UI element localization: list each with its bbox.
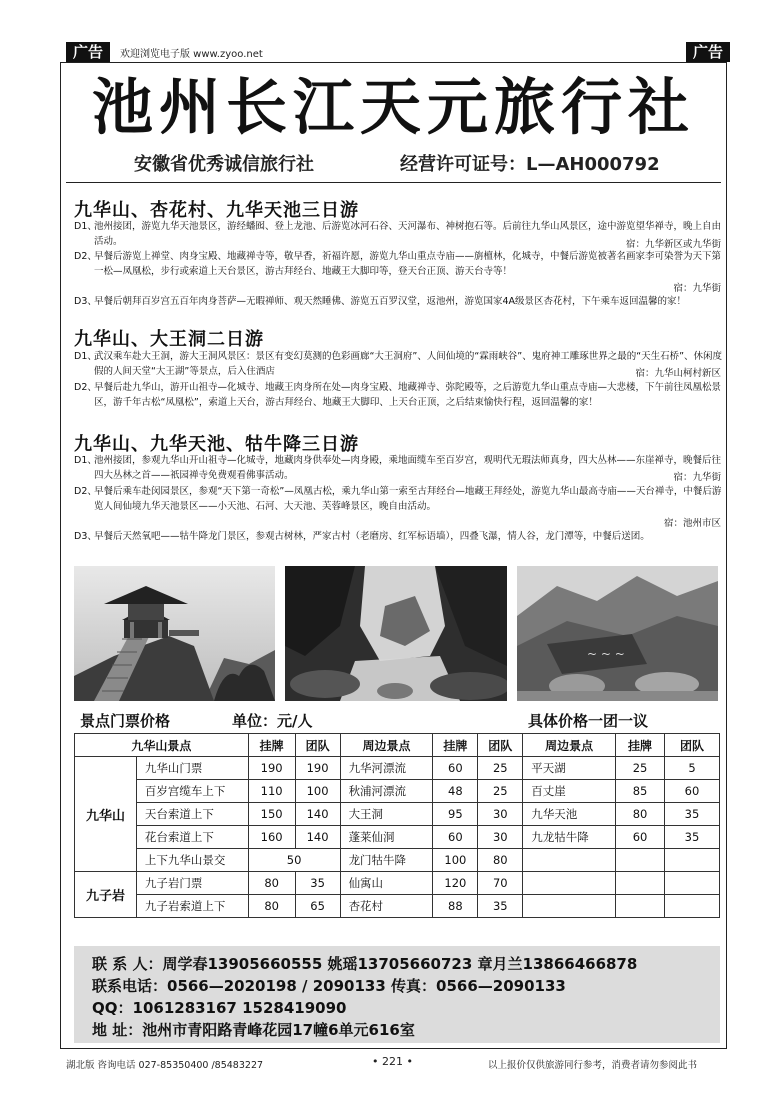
group-price: 100	[295, 780, 340, 803]
list-price	[616, 872, 665, 895]
day-text: 池州接团，参观九华山开山祖寺—化城寺，地藏肉身供奉处—肉身殿，乘地面缆车至百岁宫，观明代无瑕法师真身，四大丛林——东崖禅寺，晚餐后往四大丛林之首——祇园禅寺免费观看佛事活动。	[94, 455, 722, 481]
svg-text:~ ~ ~: ~ ~ ~	[587, 647, 625, 661]
group-price: 35	[665, 826, 720, 849]
list-price: 95	[433, 803, 478, 826]
photo-gate-stone	[517, 566, 718, 701]
table-header-row	[75, 734, 720, 757]
day-text: 早餐后乘车赴闵园景区，参观“天下第一奇松”—凤凰古松，乘九华山第一索至古拜经台—地藏王拜经处，游览九华山最高寺庙——天台禅寺，中餐后游览人间仙境九华天池景区——小天池、石河、大天池、芙蓉峰景区，晚自由活动。	[94, 486, 722, 512]
column-header: 周边景点	[340, 734, 433, 757]
ticket-price-table	[74, 733, 720, 918]
group-price: 5	[665, 757, 720, 780]
spot-name: 百丈崖	[523, 780, 616, 803]
day-label: D1、	[74, 455, 97, 466]
stay-info: 宿：九华山柯村新区	[635, 368, 721, 379]
spot-name: 杏花村	[340, 895, 433, 918]
tour-day	[74, 454, 724, 484]
tour-day	[74, 250, 724, 280]
contact-persons: 联 系 人：周学春13905660555 姚瑶13705660723 章月兰13866466878	[92, 955, 638, 973]
photo-pavilion	[74, 566, 275, 701]
list-price: 80	[616, 803, 665, 826]
spot-name: 九华河漂流	[340, 757, 433, 780]
day-text: 早餐后游览上禅堂、肉身宝殿、地藏禅寺等，敬早香，祈福许愿，游览九华山重点寺庙——旃檀林，化城寺，中餐后游览被著名画家李可染誉为天下第一松—凤凰松，步行或索道上天台景区，游古拜经台、地藏王大脚印等，登天台正顶、游天台寺等！	[94, 251, 722, 277]
photo-waterfall	[285, 566, 507, 701]
spot-name: 上下九华山景交	[136, 849, 248, 872]
group-price: 80	[478, 849, 523, 872]
group-price: 60	[665, 780, 720, 803]
tour-day	[74, 485, 724, 515]
spot-name: 大王洞	[340, 803, 433, 826]
tour-day	[74, 295, 724, 310]
page-number: • 221 •	[372, 1055, 413, 1068]
tour-title: 九华山、杏花村、九华天池三日游	[74, 200, 359, 221]
group-price: 140	[295, 803, 340, 826]
combined-price: 50	[248, 849, 340, 872]
column-header: 团队	[295, 734, 340, 757]
agency-credential: 安徽省优秀诚信旅行社	[134, 154, 314, 175]
column-header: 九华山景点	[75, 734, 249, 757]
group-price: 70	[478, 872, 523, 895]
group-label: 九华山	[75, 757, 137, 872]
tour-title: 九华山、大王洞二日游	[74, 329, 264, 350]
list-price: 85	[616, 780, 665, 803]
list-price	[616, 895, 665, 918]
footer-disclaimer: 以上报价仅供旅游同行参考，消费者请勿参阅此书	[488, 1060, 698, 1071]
license-number: 经营许可证号：L—AH000792	[400, 154, 660, 175]
ad-tag-right: 广告	[686, 42, 730, 62]
tour-title: 九华山、九华天池、牯牛降三日游	[74, 434, 359, 455]
column-header: 挂牌	[248, 734, 295, 757]
ticket-heading: 景点门票价格	[80, 712, 171, 730]
day-label: D3、	[74, 531, 97, 542]
site-note[interactable]: 欢迎浏览电子版 www.zyoo.net	[120, 49, 263, 60]
tour-day	[74, 350, 724, 380]
ticket-unit: 单位：元/人	[232, 712, 313, 730]
spot-name: 仙寓山	[340, 872, 433, 895]
stay-info: 宿：池州市区	[663, 518, 721, 529]
column-header: 周边景点	[523, 734, 616, 757]
day-text: 早餐后朝拜百岁宫五百年肉身菩萨—无暇禅师、观天然睡佛、游览五百罗汉堂，返池州，游览国家4A级景区杏花村，下午乘车返回温馨的家！	[94, 296, 687, 307]
spot-name: 蓬莱仙洞	[340, 826, 433, 849]
spot-name	[523, 849, 616, 872]
ad-tag-left: 广告	[66, 42, 110, 62]
tour-day	[74, 530, 724, 545]
list-price: 88	[433, 895, 478, 918]
day-label: D2、	[74, 382, 97, 393]
contact-phone: 联系电话：0566—2020198 / 2090133 传真：0566—2090133	[92, 977, 566, 995]
list-price: 110	[248, 780, 295, 803]
spot-name	[523, 895, 616, 918]
stay-info: 宿：九华新区或九华街	[625, 239, 721, 250]
group-price: 35	[478, 895, 523, 918]
spot-name: 花台索道上下	[136, 826, 248, 849]
group-price: 30	[478, 826, 523, 849]
group-price: 140	[295, 826, 340, 849]
spot-name: 九华天池	[523, 803, 616, 826]
day-text: 武汉乘车赴大王洞，游大王洞风景区：景区有变幻莫测的色彩画廊“大王洞府”、人间仙境的“霖雨峡谷”、鬼府神工雕琢世界之最的“天生石桥”、休闲度假的人间天堂“大王湖”等景点，后入住酒店	[94, 351, 723, 377]
group-price: 65	[295, 895, 340, 918]
table-row	[75, 803, 720, 826]
group-price: 30	[478, 803, 523, 826]
column-header: 团队	[665, 734, 720, 757]
list-price: 100	[433, 849, 478, 872]
list-price: 60	[433, 757, 478, 780]
day-label: D2、	[74, 251, 97, 262]
table-row	[75, 826, 720, 849]
group-price	[665, 849, 720, 872]
contact-qq: QQ：1061283167 1528419090	[92, 999, 347, 1017]
list-price: 48	[433, 780, 478, 803]
column-header: 挂牌	[433, 734, 478, 757]
ticket-note: 具体价格一团一议	[528, 712, 649, 730]
spot-name: 平天湖	[523, 757, 616, 780]
list-price: 80	[248, 895, 295, 918]
stay-info: 宿：九华街	[673, 472, 721, 483]
spot-name: 九华山门票	[136, 757, 248, 780]
spot-name: 天台索道上下	[136, 803, 248, 826]
column-header: 挂牌	[616, 734, 665, 757]
group-label: 九子岩	[75, 872, 137, 918]
spot-name: 九子岩门票	[136, 872, 248, 895]
group-price	[665, 872, 720, 895]
table-row	[75, 872, 720, 895]
header-divider	[66, 182, 721, 183]
list-price: 190	[248, 757, 295, 780]
list-price: 150	[248, 803, 295, 826]
spot-name	[523, 872, 616, 895]
footer-hotline: 湖北版 咨询电话 027-85350400 /85483227	[66, 1060, 264, 1071]
list-price: 60	[433, 826, 478, 849]
list-price	[616, 849, 665, 872]
agency-title: 池州长江天元旅行社	[91, 72, 695, 143]
day-text: 池州接团，游览九华天池景区，游经蟠囮、登上龙池、后游览冰河石谷、天河瀑布、神树抱石等。后前往九华山风景区，途中游览望华禅寺，晚上自由活动。	[94, 221, 722, 247]
group-price: 35	[665, 803, 720, 826]
day-label: D3、	[74, 296, 97, 307]
list-price: 80	[248, 872, 295, 895]
table-row	[75, 895, 720, 918]
day-label: D2、	[74, 486, 97, 497]
stay-info: 宿：九华街	[673, 283, 721, 294]
spot-name: 百岁宫缆车上下	[136, 780, 248, 803]
spot-name: 秋浦河漂流	[340, 780, 433, 803]
list-price: 25	[616, 757, 665, 780]
day-text: 早餐后天然氧吧——牯牛降龙门景区，参观古树林，严家古村（老磨房、红军标语墙），四叠飞瀑，情人谷，龙门潭等，中餐后送团。	[94, 531, 650, 542]
list-price: 60	[616, 826, 665, 849]
column-header: 团队	[478, 734, 523, 757]
group-price: 25	[478, 757, 523, 780]
day-label: D1、	[74, 221, 97, 232]
contact-address: 地 址：池州市青阳路青峰花园17幢6单元616室	[92, 1021, 415, 1039]
spot-name: 九子岩索道上下	[136, 895, 248, 918]
table-row	[75, 757, 720, 780]
day-text: 早餐后赴九华山，游开山祖寺—化城寺、地藏王肉身所在处—肉身宝殿、地藏禅寺、弥陀殿等，之后游览九华山重点寺庙—大悲楼，下午前往凤凰松景区，游千年古松“凤凰松”，索道上天台，游古拜经台、地藏王大脚印、上天台正顶，之后结束愉快行程，返回温馨的家！	[94, 382, 722, 408]
list-price: 120	[433, 872, 478, 895]
group-price: 35	[295, 872, 340, 895]
group-price: 190	[295, 757, 340, 780]
spot-name: 九龙牯牛降	[523, 826, 616, 849]
spot-name: 龙门牯牛降	[340, 849, 433, 872]
list-price: 160	[248, 826, 295, 849]
table-row	[75, 780, 720, 803]
group-price: 25	[478, 780, 523, 803]
group-price	[665, 895, 720, 918]
day-label: D1、	[74, 351, 97, 362]
tour-day	[74, 381, 724, 411]
table-row	[75, 849, 720, 872]
